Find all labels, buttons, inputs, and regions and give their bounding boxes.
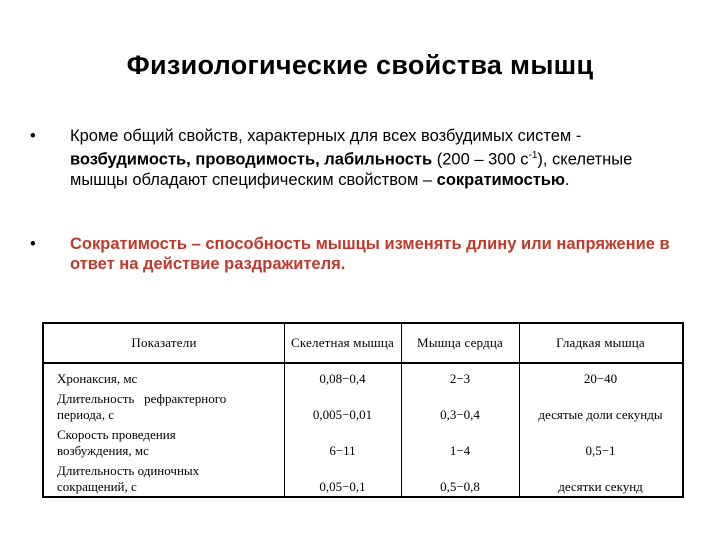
table-cell: 0,05−0,1 — [319, 479, 366, 494]
header-cardiac: Мышца сердца — [416, 335, 504, 350]
table-cell: десятки секунд — [558, 479, 643, 494]
row-label-conduction-2: возбуждения, мс — [57, 443, 149, 458]
header-smooth: Гладкая мышца — [556, 335, 645, 350]
comparison-table — [42, 322, 684, 498]
row-label-refractory-1: Длительность рефрактерного — [57, 391, 227, 406]
table-cell: 1−4 — [449, 443, 471, 458]
table-header-row — [44, 324, 682, 364]
table-cell: 2−3 — [449, 371, 471, 386]
table-cell: 0,005−0,01 — [312, 407, 373, 422]
bullet1-bold-properties: возбудимость, проводимость, лабильность — [70, 150, 433, 169]
bullet-marker: • — [30, 235, 36, 253]
table-cell: 0,5−0,8 — [440, 479, 480, 494]
bullet1-bold-contractility: сократимостью — [436, 170, 566, 189]
slide-title: Физиологические свойства мышц — [126, 50, 594, 80]
row-label-refractory-2: периода, с — [57, 407, 114, 422]
bullet1-text-a: Кроме общий свойств, характерных для всех возбудимых систем - — [70, 127, 582, 145]
bullet1-text-b: (200 – 300 с — [432, 150, 529, 169]
bullet-text-1 — [70, 126, 690, 190]
table-cell: 0,08−0,4 — [319, 371, 366, 386]
table-cell: 20−40 — [583, 371, 618, 386]
table-cell: 6−11 — [329, 443, 356, 458]
row-label-twitch-1: Длительность одиночных — [57, 463, 200, 478]
header-indicators: Показатели — [131, 335, 197, 350]
bullet1-text-d: . — [565, 170, 570, 189]
bullet1-superscript: -1 — [528, 150, 538, 161]
bullet-text-2: Сократимость – способность мышцы изменять длину или напряжение в ответ на действие раздражителя. — [70, 235, 670, 273]
bullet-marker: • — [30, 127, 36, 145]
row-label-twitch-2: сокращений, с — [57, 479, 137, 494]
header-skeletal: Скелетная мышца — [290, 335, 395, 350]
bullet1-text-c: ), скелетные мышцы обладают специфическим свойством – — [70, 150, 633, 189]
table-cell: 0,3−0,4 — [440, 407, 480, 422]
table-cell: 0,5−1 — [585, 443, 616, 458]
table-cell: десятые доли секунды — [538, 407, 663, 422]
row-label-conduction-1: Скорость проведения — [57, 427, 176, 442]
row-label-chronaxie: Хронаксия, мс — [57, 371, 138, 386]
